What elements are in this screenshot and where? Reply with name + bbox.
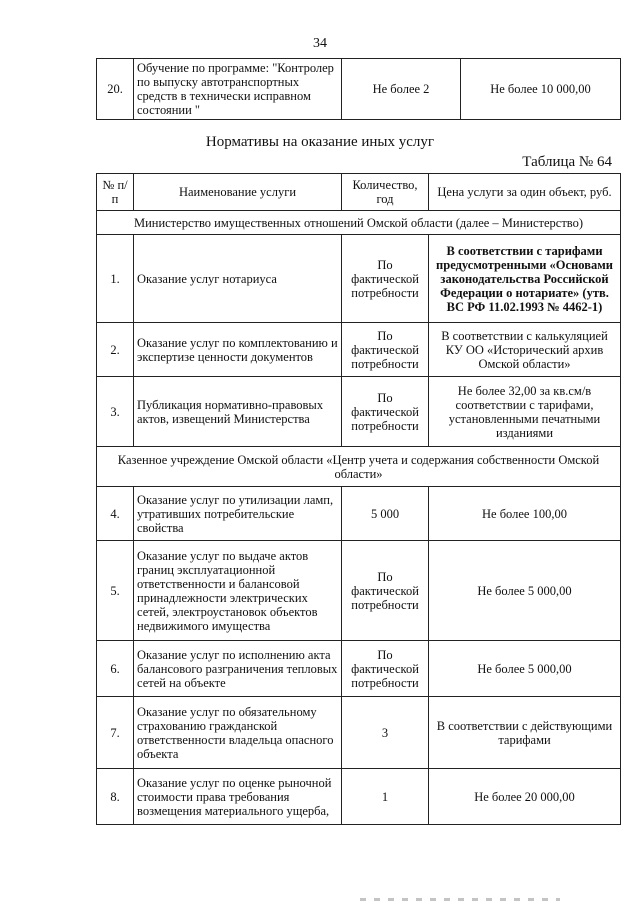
header-price: Цена услуги за один объект, руб. bbox=[429, 174, 621, 211]
row-number: 1. bbox=[97, 235, 134, 323]
group-title: Казенное учреждение Омской области «Центр учета и содержания собственности Омской области» bbox=[97, 447, 621, 487]
header-qty: Количество, год bbox=[342, 174, 429, 211]
service-name: Обучение по программе: "Контролер по выпуску автотранспортных средств в технически исправном состоянии " bbox=[134, 59, 342, 120]
price: Не более 32,00 за кв.см/в соответствии с тарифами, установленными печатными изданиями bbox=[429, 377, 621, 447]
price: Не более 100,00 bbox=[429, 487, 621, 541]
price: В соответствии с калькуляцией КУ ОО «Исторический архив Омской области» bbox=[429, 323, 621, 377]
table-row bbox=[97, 541, 621, 641]
row-number: 5. bbox=[97, 541, 134, 641]
price: В соответствии с действующими тарифами bbox=[429, 697, 621, 769]
price: Не более 10 000,00 bbox=[461, 59, 621, 120]
quantity: По фактической потребности bbox=[342, 541, 429, 641]
table-label: Таблица № 64 bbox=[522, 154, 612, 170]
header-num: № п/п bbox=[97, 174, 134, 211]
quantity: По фактической потребности bbox=[342, 235, 429, 323]
table-row bbox=[97, 377, 621, 447]
table-header bbox=[97, 174, 621, 211]
table-row bbox=[97, 323, 621, 377]
continued-table bbox=[96, 58, 621, 120]
row-number: 7. bbox=[97, 697, 134, 769]
service-name: Публикация нормативно-правовых актов, извещений Министерства bbox=[134, 377, 342, 447]
row-number: 4. bbox=[97, 487, 134, 541]
page-number: 34 bbox=[313, 36, 327, 51]
row-number: 3. bbox=[97, 377, 134, 447]
quantity: По фактической потребности bbox=[342, 377, 429, 447]
service-name: Оказание услуг нотариуса bbox=[134, 235, 342, 323]
table-row bbox=[97, 235, 621, 323]
quantity: По фактической потребности bbox=[342, 323, 429, 377]
services-table bbox=[96, 173, 621, 825]
row-number: 20. bbox=[97, 59, 134, 120]
table-row bbox=[97, 641, 621, 697]
row-number: 8. bbox=[97, 769, 134, 825]
table-row bbox=[97, 487, 621, 541]
table-row bbox=[97, 59, 621, 120]
row-number: 6. bbox=[97, 641, 134, 697]
group-title: Министерство имущественных отношений Омской области (далее – Министерство) bbox=[97, 211, 621, 235]
row-number: 2. bbox=[97, 323, 134, 377]
section-title: Нормативы на оказание иных услуг bbox=[205, 134, 435, 150]
price: В соответствии с тарифами предусмотренными «Основами законодательства Российской Федерации о нотариате» (утв. ВС РФ 11.02.1993 № 4462-1) bbox=[429, 235, 621, 323]
service-name: Оказание услуг по исполнению акта балансового разграничения тепловых сетей на объекте bbox=[134, 641, 342, 697]
service-name: Оказание услуг по выдаче актов границ эксплуатационной ответственности и балансовой принадлежности электрических сетей, электроустановок объектов недвижимого имущества bbox=[134, 541, 342, 641]
quantity: 1 bbox=[342, 769, 429, 825]
quantity: По фактической потребности bbox=[342, 641, 429, 697]
service-name: Оказание услуг по утилизации ламп, утративших потребительские свойства bbox=[134, 487, 342, 541]
header-name: Наименование услуги bbox=[134, 174, 342, 211]
group-header bbox=[97, 447, 621, 487]
table-row bbox=[97, 769, 621, 825]
scan-artifact bbox=[360, 898, 560, 901]
quantity: 5 000 bbox=[342, 487, 429, 541]
quantity: Не более 2 bbox=[342, 59, 461, 120]
service-name: Оказание услуг по комплектованию и экспертизе ценности документов bbox=[134, 323, 342, 377]
price: Не более 5 000,00 bbox=[429, 641, 621, 697]
service-name: Оказание услуг по обязательному страхованию гражданской ответственности владельца опасного объекта bbox=[134, 697, 342, 769]
price: Не более 20 000,00 bbox=[429, 769, 621, 825]
group-header bbox=[97, 211, 621, 235]
quantity: 3 bbox=[342, 697, 429, 769]
table-row bbox=[97, 697, 621, 769]
service-name: Оказание услуг по оценке рыночной стоимости права требования возмещения материального ущерба, bbox=[134, 769, 342, 825]
price: Не более 5 000,00 bbox=[429, 541, 621, 641]
